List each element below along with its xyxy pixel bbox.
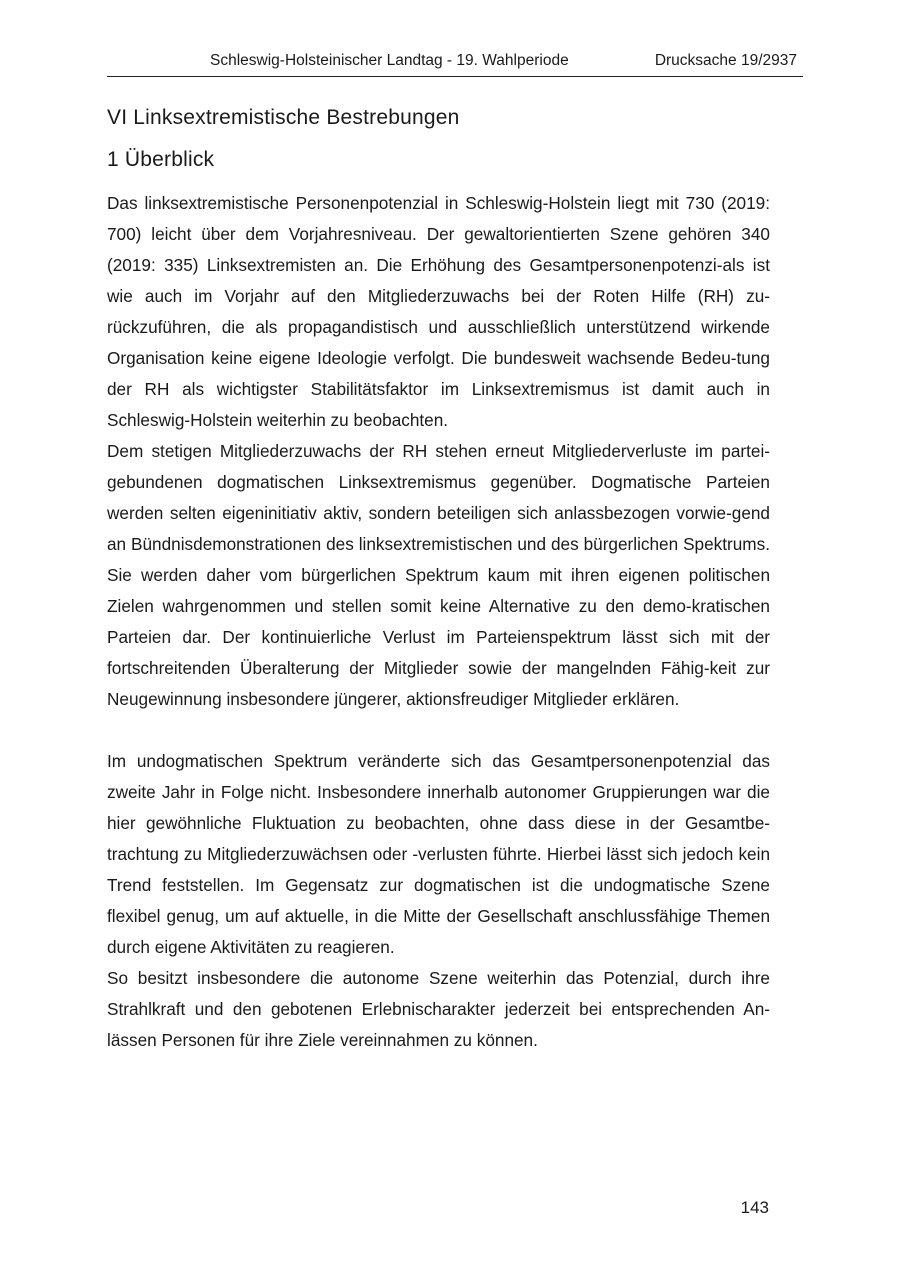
paragraph: Dem stetigen Mitgliederzuwachs der RH stehen erneut Mitgliederverluste im partei-gebundenen dogmatischen Linksextremismus gegenüber. Dogmatische Parteien werden selten eigeninitiativ aktiv, sondern beteiligen sich anlassbezogen vorwie-gend an Bündnisdemonstrationen des linksextremistischen und des bürgerlichen Spektrums. Sie werden daher vom bürgerlichen Spektrum kaum mit ihren eigenen politischen Zielen wahrgenommen und stellen somit keine Alternative zu den demo-kratischen Parteien dar. Der kontinuierliche Verlust im Parteienspektrum lässt sich mit der fortschreitenden Überalterung der Mitglieder sowie der mangelnden Fähig-keit zur Neugewinnung insbesondere jüngerer, aktionsfreudiger Mitglieder erklären. xyxy=(107,441,770,709)
body-text xyxy=(107,188,770,1056)
paragraph: So besitzt insbesondere die autonome Szene weiterhin das Potenzial, durch ihre Strahlkraft und den gebotenen Erlebnischarakter jederzeit bei entsprechenden An-lässen Personen für ihre Ziele vereinnahmen zu können. xyxy=(107,968,770,1050)
subsection-title: 1 Überblick xyxy=(107,148,215,171)
section-title: VI Linksextremistische Bestrebungen xyxy=(107,106,460,129)
page-header xyxy=(107,50,803,77)
paragraph: Das linksextremistische Personenpotenzial in Schleswig-Holstein liegt mit 730 (2019: 700) leicht über dem Vorjahresniveau. Der gewaltorientierten Szene gehören 340 (2019: 335) Linksextremisten an. Die Erhöhung des Gesamtpersonenpotenzi-als ist wie auch im Vorjahr auf den Mitgliederzuwachs bei der Roten Hilfe (RH) zu-rückzuführen, die als propagandistisch und ausschließlich unterstützend wirkende Organisation keine eigene Ideologie verfolgt. Die bundesweit wachsende Bedeu-tung der RH als wichtigster Stabilitätsfaktor im Linksextremismus ist damit auch in Schleswig-Holstein weiterhin zu beobachten. xyxy=(107,193,770,430)
paragraph: Im undogmatischen Spektrum veränderte sich das Gesamtpersonenpotenzial das zweite Jahr in Folge nicht. Insbesondere innerhalb autonomer Gruppierungen war die hier gewöhnliche Fluktuation zu beobachten, ohne dass diese in der Gesamtbe-trachtung zu Mitgliederzuwächsen oder -verlusten führte. Hierbei lässt sich jedoch kein Trend feststellen. Im Gegensatz zur dogmatischen ist die undogmatische Szene flexibel genug, um auf aktuelle, in die Mitte der Gesellschaft anschlussfähige Themen durch eigene Aktivitäten zu reagieren. xyxy=(107,751,770,957)
page-number: 143 xyxy=(740,1198,769,1217)
header-doc-number: Drucksache 19/2937 xyxy=(654,52,797,69)
header-title: Schleswig-Holsteinischer Landtag - 19. Wahlperiode xyxy=(210,52,569,69)
